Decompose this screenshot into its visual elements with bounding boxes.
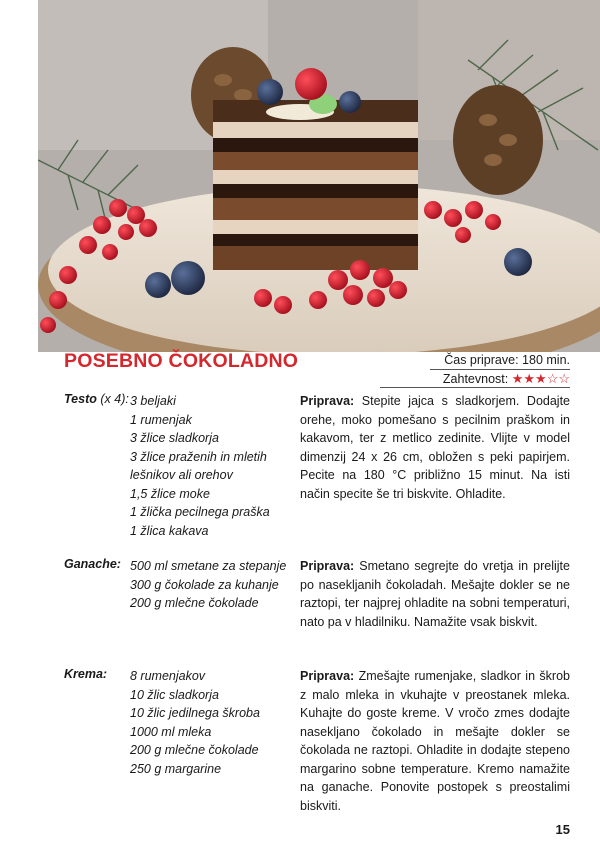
ingredient: 200 g mlečne čokolade xyxy=(130,596,259,610)
section-label xyxy=(64,667,107,681)
difficulty xyxy=(443,371,570,387)
ingredient: 1 žlica kakava xyxy=(130,523,209,538)
ingredient: 500 ml smetane za stepanje xyxy=(130,559,287,573)
section-label xyxy=(64,557,121,571)
ingredient: 1 rumenjak xyxy=(130,412,192,427)
preparation-text xyxy=(300,667,570,815)
preparation-label: Priprava: xyxy=(300,394,355,408)
prep-time-value: 180 min. xyxy=(522,353,570,367)
preparation-text xyxy=(300,392,570,503)
prep-time xyxy=(444,353,570,367)
ingredient-list xyxy=(130,392,270,540)
preparation-body: Stepite jajca s sladkorjem. Dodajte orehe, moko pomešano s pecilnim praškom in kakavom, ter z metlico zedinite. Vlijte v model dimenzij 24 x 26 cm, obložen s peki papirjem. Pecite na 180 °C približno 15 minut. Na isti način specite še tri biskvite. Ohladite. xyxy=(300,394,570,501)
meta-divider xyxy=(430,369,570,370)
ingredient: 8 rumenjakov xyxy=(130,669,206,683)
ingredient: 1 žlička pecilnega praška xyxy=(130,505,270,519)
ingredient-list xyxy=(130,667,260,778)
section-label-text: Krema: xyxy=(64,667,108,681)
ingredient: 10 žlic sladkorja xyxy=(130,687,219,702)
preparation-label: Priprava: xyxy=(300,559,355,573)
ingredient: 1000 ml mleka xyxy=(130,724,212,739)
cake-illustration xyxy=(38,0,600,352)
preparation-label: Priprava: xyxy=(300,669,355,683)
ingredient: 300 g čokolade za kuhanje xyxy=(130,577,279,592)
star-filled-icon: ★★★ xyxy=(511,371,547,386)
preparation-body: Smetano segrejte do vretja in prelijte po nasekljanih čokoladah. Mešajte dokler se ne raztopi, ter najprej ohladite na sobni temperaturi, nato pa v hladilniku. Namažite vsak biskvit. xyxy=(300,559,570,629)
recipe-title: POSEBNO ČOKOLADNO xyxy=(64,350,299,372)
star-empty-icon: ☆☆ xyxy=(546,371,570,386)
ingredient: lešnikov ali orehov xyxy=(130,468,233,482)
section-label xyxy=(64,392,129,406)
ingredient: 3 žlice sladkorja xyxy=(130,431,219,445)
ingredient: 200 g mlečne čokolade xyxy=(130,743,259,757)
preparation-text xyxy=(300,557,570,631)
meta-divider xyxy=(380,387,570,388)
preparation-body: Zmešajte rumenjake, sladkor in škrob z malo mleka in vkuhajte v preostanek mleka. Kuhajte do goste kreme. V vročo zmes dodajte nasekljano čokolado in mešajte dokler se čokolada ne raztopi. Ohladite in dodajte stepeno margarino sobne temperature. Kremo namažite na ganache. Ponovite postopek s preostalimi biskviti. xyxy=(300,669,570,813)
section-label-text: Testo xyxy=(64,392,97,406)
ingredient: 3 beljaki xyxy=(130,394,176,408)
ingredient-list xyxy=(130,557,286,613)
difficulty-stars-icon xyxy=(512,371,570,386)
section-multiplier: (x 4): xyxy=(100,392,129,406)
section-label-text: Ganache: xyxy=(64,557,121,571)
ingredient: 1,5 žlice moke xyxy=(130,486,210,501)
recipe-photo xyxy=(38,0,600,352)
ingredient: 3 žlice praženih in mletih xyxy=(130,449,267,464)
page-number: 15 xyxy=(555,822,570,837)
ingredient: 10 žlic jedilnega škroba xyxy=(130,706,260,720)
ingredient: 250 g margarine xyxy=(130,761,222,776)
prep-time-label: Čas priprave: xyxy=(444,353,519,367)
difficulty-label: Zahtevnost: xyxy=(442,372,509,386)
